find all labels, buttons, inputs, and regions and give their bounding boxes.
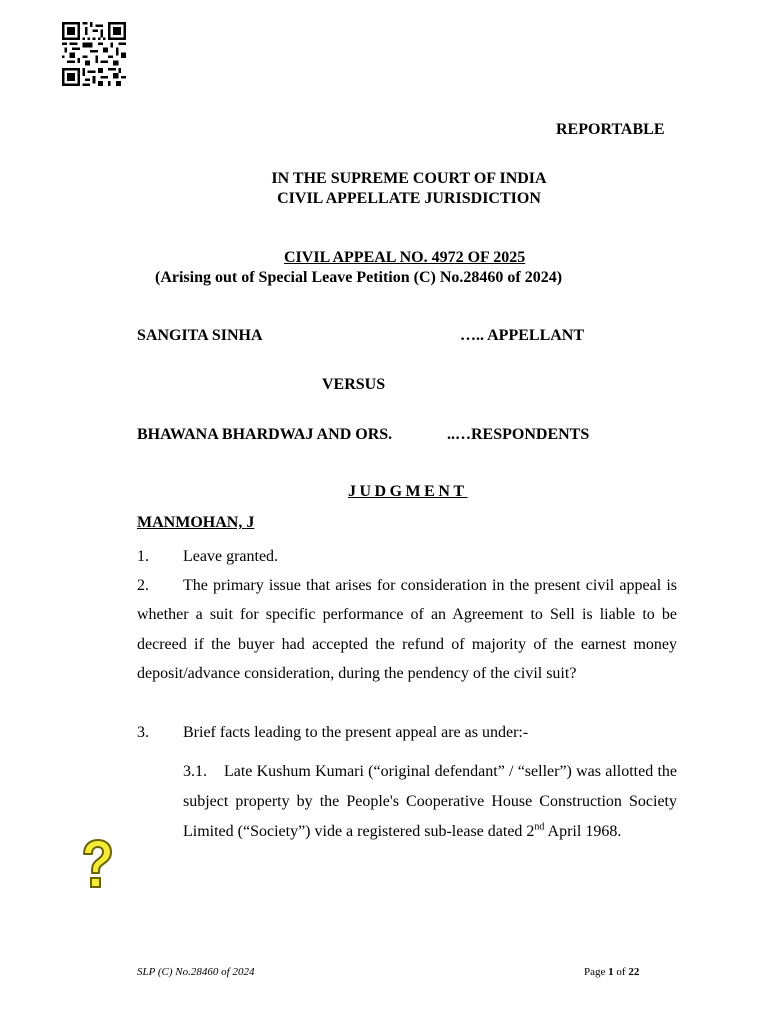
respondent-role: ..…RESPONDENTS: [447, 426, 590, 443]
paragraph-text: Brief facts leading to the present appeal are as under:-: [183, 724, 529, 741]
page-of: of: [613, 966, 629, 978]
subparagraph-text: Late Kushum Kumari (“original defendant” / “seller”) was allotted the subject property by the People's Cooperative House Construction Society Limited (“Society”) vide a registered sub-lease dated 2: [183, 763, 678, 840]
page-total: 22: [628, 966, 640, 978]
paragraph-1: [137, 542, 677, 571]
paragraph-3: [137, 718, 677, 747]
paragraph-number: 1.: [137, 548, 149, 565]
judge-name: MANMOHAN, J: [137, 514, 255, 531]
court-jurisdiction: CIVIL APPELLATE JURISDICTION: [277, 190, 541, 207]
subparagraph-number: 3.1.: [183, 763, 207, 780]
appellant-role: ….. APPELLANT: [460, 327, 585, 344]
arising-from: (Arising out of Special Leave Petition (C) No.28460 of 2024): [155, 269, 563, 286]
appellant-name: SANGITA SINHA: [137, 327, 263, 344]
paragraph-2: [137, 571, 677, 688]
paragraph-text: Leave granted.: [183, 548, 279, 565]
judgment-heading: JUDGMENT: [348, 483, 468, 500]
court-name: IN THE SUPREME COURT OF INDIA: [271, 170, 547, 187]
paragraph-number: 3.: [137, 724, 149, 741]
subparagraph-3-1: [183, 757, 677, 847]
subparagraph-text-end: April 1968.: [544, 823, 622, 840]
reportable-label: REPORTABLE: [556, 121, 665, 138]
appeal-number: CIVIL APPEAL NO. 4972 OF 2025: [284, 249, 526, 266]
versus-label: VERSUS: [322, 376, 386, 393]
ordinal-superscript: nd: [534, 821, 545, 833]
question-mark-icon[interactable]: [80, 838, 114, 894]
paragraph-text: The primary issue that arises for consideration in the present civil appeal is whether a suit for specific performance of an Agreement to Sell is liable to be decreed if the buyer had accepted the refund of majority of the earnest money deposit/advance consideration, during the pendency of the civil suit?: [137, 577, 677, 682]
page-current: 1: [608, 966, 614, 978]
page-label: Page: [584, 966, 609, 978]
footer-page-number: [584, 966, 639, 978]
qr-code-icon: [62, 22, 126, 86]
respondent-name: BHAWANA BHARDWAJ AND ORS.: [137, 426, 393, 443]
paragraph-number: 2.: [137, 577, 149, 594]
footer-case-reference: SLP (C) No.28460 of 2024: [137, 966, 255, 978]
